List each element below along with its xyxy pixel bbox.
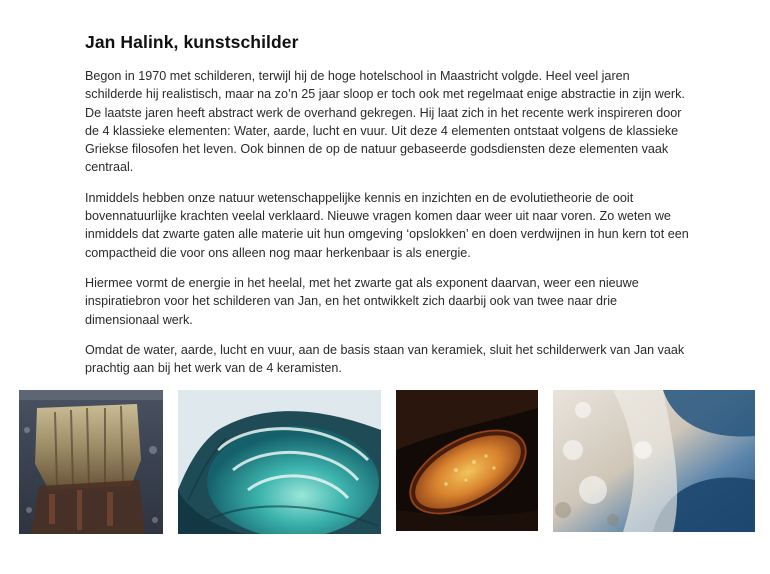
painting-gallery bbox=[0, 390, 770, 534]
painting-fire bbox=[396, 390, 538, 531]
paragraph-1: Begon in 1970 met schilderen, terwijl hij de hoge hotelschool in Maastricht volgde. Heel veel jaren schilderde hij realistisch, maar na zo’n 25 jaar sloop er toch ook met regelmaat enige abstractie in zijn werk. De laatste jaren heeft abstract werk de overhand gekregen. Hij laat zich in het recente werk inspireren door de 4 klassieke elementen: Water, aarde, lucht en vuur. Uit deze 4 elementen ontstaat volgens de klassieke Griekse filosofen het leven. Ook binnen de op de natuur gebaseerde godsdiensten deze elementen vaak centraal. bbox=[85, 69, 685, 175]
paragraph-2: Inmiddels hebben onze natuur wetenschappelijke kennis en inzichten en de evolutietheorie de ooit bovennatuurlijke krachten veelal verklaard. Nieuwe vragen komen daar weer uit naar voren. Zo weten we inmiddels dat zwarte gaten alle materie uit hun omgeving ‘opslokken’ en doen verdwijnen in hun kern tot een compactheid die voor ons alleen nog maar herkenbaar is als energie. bbox=[85, 190, 689, 260]
paragraph-3: Hiermee vormt de energie in het heelal, met het zwarte gat als exponent daarvan, weer een nieuwe inspiratiebron voor het schilderen van Jan, en het ontwikkelt zich daarbij ook van twee naar drie dimensionaal werk. bbox=[85, 275, 639, 327]
painting-earth bbox=[19, 390, 163, 534]
painting-water bbox=[178, 390, 381, 534]
painting-air bbox=[553, 390, 755, 532]
paragraph-4: Omdat de water, aarde, lucht en vuur, aan de basis staan van keramiek, sluit het schilderwerk van Jan vaak prachtig aan bij het werk van de 4 keramisten. bbox=[85, 342, 685, 376]
article bbox=[85, 32, 690, 389]
page-title: Jan Halink, kunstschilder bbox=[85, 32, 299, 52]
